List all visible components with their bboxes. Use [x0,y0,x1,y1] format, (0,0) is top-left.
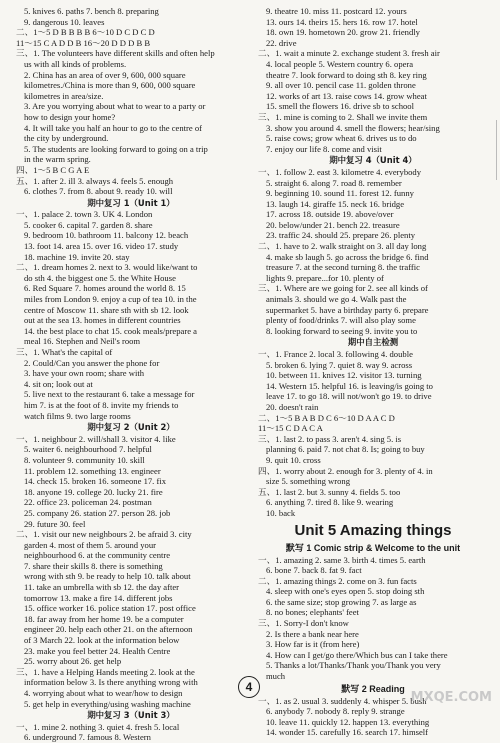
answer-line: 14. wonder 15. carefully 16. search 17. himself [266,727,429,738]
answer-line: 4. make sb laugh 5. go across the bridge 6. find [266,251,429,262]
dictation-heading: 默写 2 Reading [341,683,405,694]
answer-line: 3. Are you worrying about what to wear to a party or [24,101,206,112]
answer-line: neighbourhood 6. at the community centre [24,550,171,561]
answer-line: 五、1. last 2. but 3. sunny 4. fields 5. too [258,486,401,497]
answer-line: 20. below/under 21. bench 22. treasure [266,219,400,230]
answer-line: information below 3. Is there anything wrong with [24,677,198,688]
answer-line: how to design your home? [24,111,116,122]
answer-line: 4. How can I get/go there/Which bus can I take there [266,649,448,660]
answer-line: 15. office worker 16. police station 17. post office [24,603,196,614]
answer-line: 二、1～5 B A B D C 6～10 D A A C D [258,412,395,423]
answer-line: 6. anybody 7. nobody 8. reply 9. strange [266,706,405,717]
answer-line: wrong with sth 9. be ready to help 10. talk about [24,571,191,582]
answer-line: 12. works of art 13. raise cows 14. grow wheat [266,90,427,101]
answer-line: 一、1. follow 2. east 3. kilometre 4. everybody [258,166,422,177]
answer-line: 6. clothes 7. from 8. about 9. ready 10. will [24,186,173,197]
answer-line: 5. knives 6. paths 7. bench 8. preparing [24,6,159,16]
section-heading: 期中复习 3（Unit 3） [87,710,175,721]
answer-line: the city by underground. [24,133,109,144]
left-answer-column [16,6,246,743]
answer-line: 9. dangerous 10. leaves [24,16,105,27]
answer-line: kilometres./China is more than 9, 600, 000 square [24,80,196,91]
answer-line: watch films 9. two large rooms [24,410,131,421]
answer-line: tomorrow 13. make a fire 14. different jobs [24,592,173,603]
answer-line: kilometres in area/size. [24,90,104,101]
answer-line: 18. anyone 19. college 20. lucky 21. fire [24,486,163,497]
answer-line: 11～15 C A D D B 16～20 D D D B B [16,37,151,48]
answer-line: 一、1. palace 2. town 3. UK 4. London [16,209,153,220]
answer-line: 10. between 11. knives 12. visitor 13. turning [266,370,422,381]
answer-line: 三、1. mine is coming to 2. Shall we invite them [258,111,428,122]
answer-line: 4. sleep with one's eyes open 5. stop doing sth [266,586,425,597]
answer-line: 11. take an umbrella with sb 12. the day after [24,582,180,593]
answer-line: 7. share their skills 8. there is something [24,560,163,571]
answer-line: 23. traffic 24. should 25. prepare 26. plenty [266,230,416,241]
answer-line: animals 3. should we go 4. Walk past the [266,294,407,305]
section-heading: 期中复习 2（Unit 2） [87,422,175,433]
answer-line: 一、1. neighbour 2. will/shall 3. visitor 4. like [16,433,176,444]
answer-line: 22. office 23. policeman 24. postman [24,497,152,508]
answer-line: 一、1. mine 2. nothing 3. quiet 4. fresh 5. local [16,721,180,732]
answer-line: 25. worry about 26. get help [24,656,122,667]
answer-line: 18. machine 19. invite 20. stay [24,251,130,262]
answer-line: 13. ours 14. theirs 15. hers 16. row 17. hotel [266,16,418,27]
answer-line: 5. raise cows; grow wheat 6. drives us to do [266,133,417,144]
answer-line: meal 16. Stephen and Neil's room [24,336,141,347]
answer-line: 5. broken 6. lying 7. quiet 8. way 9. across [266,359,413,370]
answer-line: 3. How far is it (from here) [266,639,360,650]
answer-line: 二、1. visit our new neighbours 2. be afraid 3. city [16,529,192,540]
answer-line: 18. far away from her home 19. be a computer [24,613,184,624]
answer-line: 20. doesn't rain [266,401,319,412]
answer-line: 二、1. amazing things 2. come on 3. fun facts [258,575,417,586]
answer-line: 14. check 15. broken 16. someone 17. fix [24,476,167,487]
answer-line: 9. bedroom 10. bathroom 11. balcony 12. beach [24,230,189,241]
answer-line: him 7. is at the foot of 8. invite my friends to [24,399,179,410]
section-heading: 期中复习 1（Unit 1） [87,197,175,208]
answer-line: 6. underground 7. famous 8. Western [24,732,151,743]
answer-line: 11～15 C D A C A [258,423,323,434]
answer-line: 5. waiter 6. neighbourhood 7. helpful [24,444,152,455]
answer-line: 三、1. The volunteers have different skills and often help [16,48,215,59]
answer-line: 4. worrying about what to wear/how to design [24,688,183,698]
answer-line: theatre 7. look forward to doing sth 8. key ring [266,69,427,80]
answer-line: 5. Thanks a lot/Thanks/Thank you/Thank you very [266,660,441,671]
answer-line: 一、1. as 2. usual 3. suddenly 4. whisper 5. bush [258,695,427,706]
answer-line: 13. foot 14. area 15. over 16. video 17. study [24,241,179,252]
answer-line: 三、1. Where are we going for 2. see all kinds of [258,283,428,294]
answer-line: 8. volunteer 9. community 10. skill [24,454,145,465]
answer-line: do sth 4. the biggest one 5. the White House [24,272,176,283]
answer-line: 5. get help in everything/using washing machine [24,698,191,709]
answer-line: garden 4. most of them 5. around your [24,539,156,550]
answer-line: 2. Is there a bank near here [266,628,359,639]
answer-line: 9. all over 10. pencil case 11. golden throne [266,80,416,91]
answer-line: centre of Moscow 11. share sth with sb 12. look [24,304,189,315]
answer-line: 14. the best place to chat 15. cook meals/prepare a [24,325,197,336]
dictation-heading: 默写 1 Comic strip & Welcome to the unit [285,542,461,553]
answer-line: 10. back [266,507,296,518]
answer-line: 四、1. worry about 2. enough for 3. plenty of 4. in [258,465,433,476]
answer-line: 17. across 18. outside 19. above/over [266,209,394,220]
answer-line: 8. no bones; elephants' feet [266,607,359,618]
answer-line: 15. smell the flowers 16. drive sb to school [266,101,414,112]
section-heading: 期中自主检测 [347,337,399,348]
answer-line: 6. bone 7. back 8. fat 9. fact [266,565,362,576]
answer-line: 二、1～5 D B B B B 6～10 D C D C D [16,27,155,38]
answer-line: 3. have your own room; share with [24,368,145,379]
answer-line: 6. Red Square 7. homes around the world 8. 15 [24,283,186,294]
answer-line: 6. anything 7. tired 8. like 9. wearing [266,497,394,508]
answer-line: 4. It will take you half an hour to go to the centre of [24,122,203,133]
answer-line: engineer 20. help each other 21. on the afternoon [24,624,193,635]
answer-line: 4. sit on; look out at [24,378,93,389]
answer-line: 5. live next to the restaurant 6. take a message for [24,389,195,400]
answer-line: 二、1. have to 2. walk straight on 3. all day long [258,241,427,252]
answer-line: 7. enjoy our life 8. come and visit [266,143,382,154]
answer-line: lights 9. prepare...for 10. plenty of [266,272,384,283]
answer-line: us with all kinds of problems. [24,58,127,69]
answer-line: 三、1. last 2. to pass 3. aren't 4. sing 5. is [258,433,402,444]
answer-line: supermarket 5. have a birthday party 6. prepare [266,304,429,315]
answer-line: 23. make you feel better 24. Health Centre [24,645,171,656]
answer-line: of 3 March 22. look at the information below [24,635,180,646]
answer-line: 8. looking forward to seeing 9. invite you to [266,325,418,336]
answer-line: 四、1～5 B C G A E [16,164,90,175]
answer-line: 9. quit 10. cross [266,454,321,465]
answer-line: 4. local people 5. Western country 6. opera [266,58,414,69]
answer-line: 三、1. Sorry-I don't know [258,618,349,629]
answer-line: much [266,671,286,682]
answer-line: in the warm spring. [24,154,91,165]
answer-line: 3. show you around 4. smell the flowers; hear/sing [266,122,440,133]
answer-line: 2. Could/Can you answer the phone for [24,357,160,368]
answer-line: 18. own 19. hometown 20. grow 21. friendly [266,27,420,38]
answer-line: treasure 7. at the second turning 8. the traffic [266,262,420,273]
answer-line: 25. company 26. station 27. person 28. job [24,507,171,518]
answer-line: 22. drive [266,37,297,48]
answer-line: 10. leave 11. quickly 12. happen 13. everything [266,716,430,727]
answer-line: 14. Western 15. helpful 16. is leaving/is going to [266,380,433,391]
answer-line: 11. problem 12. something 13. engineer [24,465,161,476]
answer-line: planning 6. paid 7. not chat 8. Is; going to buy [266,444,425,455]
answer-line: 五、1. after 2. ill 3. always 4. feels 5. enough [16,175,174,186]
unit-title: Unit 5 Amazing things [294,521,452,539]
answer-line: 一、1. France 2. local 3. following 4. double [258,349,413,359]
answer-line: 二、1. wait a minute 2. exchange student 3. fresh air [258,48,440,59]
page-edge-mark [496,120,500,180]
page-number: 4 [238,676,260,698]
answer-line: 5. straight 6. along 7. road 8. remember [266,177,402,188]
answer-line: leave 17. to go 18. will not/won't go 19. to drive [266,391,432,402]
answer-line: 13. laugh 14. giraffe 15. neck 16. bridge [266,198,405,209]
answer-line: miles from London 9. enjoy a cup of tea 10. in the [24,294,197,305]
answer-line: 三、1. have a Helping Hands meeting 2. look at the [16,666,195,677]
answer-line: 5. cooker 6. capital 7. garden 8. share [24,219,153,230]
answer-line: out at the sea 13. homes in different countries [24,315,181,326]
answer-line: 二、1. dream homes 2. next to 3. would like/want to [16,262,198,273]
right-answer-column [258,6,488,738]
watermark: MXQE.COM [410,690,492,706]
answer-line: 5. The students are looking forward to going on a trip [24,143,208,154]
answer-line: 9. beginning 10. sound 11. forest 12. funny [266,188,414,199]
answer-line: 2. China has an area of over 9, 600, 000 square [24,69,186,80]
answer-line: size 5. something wrong [266,476,351,487]
answer-line: 29. future 30. feel [24,518,86,529]
answer-line: 三、1. What's the capital of [16,347,113,357]
section-heading: 期中复习 4（Unit 4） [329,155,417,166]
answer-line: plenty of food/drinks 7. will also play some [266,315,416,326]
answer-line: 一、1. amazing 2. same 3. birth 4. times 5. earth [258,554,426,565]
answer-line: 9. theatre 10. miss 11. postcard 12. yours [266,6,407,16]
answer-line: 6. the same size; stop growing 7. as large as [266,596,417,607]
